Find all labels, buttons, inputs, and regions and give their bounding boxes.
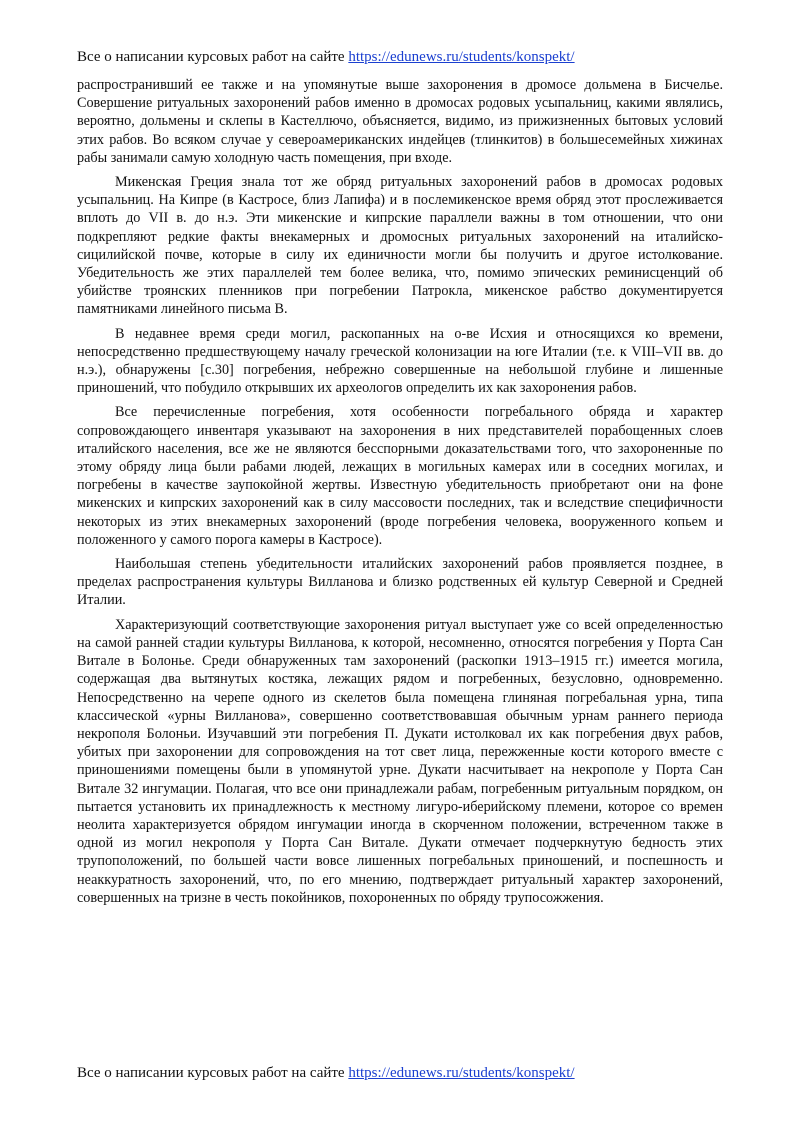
page-footer [77,1064,723,1082]
header-text: Все о написании курсовых работ на сайте [77,49,349,65]
paragraph-1: распространивший ее также и на упомянутые выше захоронения в дромосе дольмена в Бисчелье. Совершение ритуальных захоронений рабов именно в дромосах родовых усыпальниц, какими являлись, вероятно, дольмены и склепы в Кастеллючо, объясняется, видимо, из прижизненных бытовых условий этих рабов. Во всяком случае у североамериканских индейцев (тлинкитов) в большесемейных хижинах рабы занимали самую холодную часть помещения, при входе. [77,77,723,166]
page-header [77,48,723,66]
paragraph-4: Все перечисленные погребения, хотя особенности погребального обряда и характер сопровождающего инвентаря указывают на захоронения в них представителей порабощенных слоев италийского населения, все же не являются бесспорными доказательствами того, что захороненные по этому обряду лица были рабами людей, лежащих в могильных камерах или в соседних могилах, и погребены в качестве заупокойной жертвы. Известную убедительность приобретают они на фоне микенских и кипрских захоронений как в силу массовости последних, так и вследствие специфичности некоторых из этих внекамерных захоронений (вроде погребения человека, вооруженного копьем и положенного у самого порога камеры в Кастросе). [77,404,723,548]
paragraph-5: Наибольшая степень убедительности италийских захоронений рабов проявляется позднее, в пределах распространения культуры Вилланова и близко родственных ей культур Северной и Средней Италии. [77,556,723,609]
footer-link[interactable]: https://edunews.ru/students/konspekt/ [348,1065,575,1081]
header-link[interactable]: https://edunews.ru/students/konspekt/ [348,49,575,65]
paragraph-6: Характеризующий соответствующие захоронения ритуал выступает уже со всей определенностью на самой ранней стадии культуры Вилланова, к которой, несомненно, относятся погребения у Порта Сан Витале в Болонье. Среди обнаруженных там захоронений (раскопки 1913–1915 гг.) имеется могила, содержащая два вытянутых костяка, лежащих рядом и погребенных, безусловно, одновременно. Непосредственно на черепе одного из скелетов была помещена глиняная погребальная урна, типа классической «урны Вилланова», совершенно соответствовавшая обычным урнам раннего периода некрополя Болоньи. Изучавший эти погребения П. Дукати истолковал их как погребения двух рабов, убитых при захоронении для сопровождения на тот свет лица, пережженные кости которого вместе с приношениями помещены были в упомянутой урне. Дукати насчитывает на некрополе у Порта Сан Витале 32 ингумации. Полагая, что все они принадлежали рабам, погребенным ритуальным порядком, он пытается установить их принадлежность к местному лигуро-иберийскому племени, которое со времен неолита характеризуется обрядом ингумации иногда в скорченном положении, встреченном также в одной из могил некрополя у Порта Сан Витале. Дукати отмечает подчеркнутую бедность этих трупоположений, по большей части вовсе лишенных погребальных приношений, и поспешность и неаккуратность захоронений, что, по его мнению, подтверждает ритуальный характер захоронений, совершенных на тризне в честь покойников, похороненных по обряду трупосожжения. [77,616,723,906]
paragraph-3: В недавнее время среди могил, раскопанных на о-ве Исхия и относящихся ко времени, непосредственно предшествующему началу греческой колонизации на юге Италии (т.е. к VIII–VII вв. до н.э.), обнаружены [с.30] погребения, небрежно совершенные на небольшой глубине и лишенные приношений, что побудило открывших их археологов определить их как захоронения рабов. [77,325,723,397]
paragraph-2: Микенская Греция знала тот же обряд ритуальных захоронений рабов в дромосах родовых усыпальниц. На Кипре (в Кастросе, близ Лапифа) и в послемикенское время обряд этот прослеживается вплоть до VII в. до н.э. Эти микенские и кипрские параллели важны в том отношении, что они подкрепляют редкие факты внекамерных и дромосных ритуальных захоронений на италийско-сицилийской почве, которые в силу их единичности могли бы получить и другое истолкование. Убедительность же этих параллелей тем более велика, что, помимо эпических реминисценций об убийстве троянских пленников при погребении Патрокла, микенское рабство документируется памятниками линейного письма В. [77,174,723,318]
footer-text: Все о написании курсовых работ на сайте [77,1065,349,1081]
document-body [77,76,723,913]
